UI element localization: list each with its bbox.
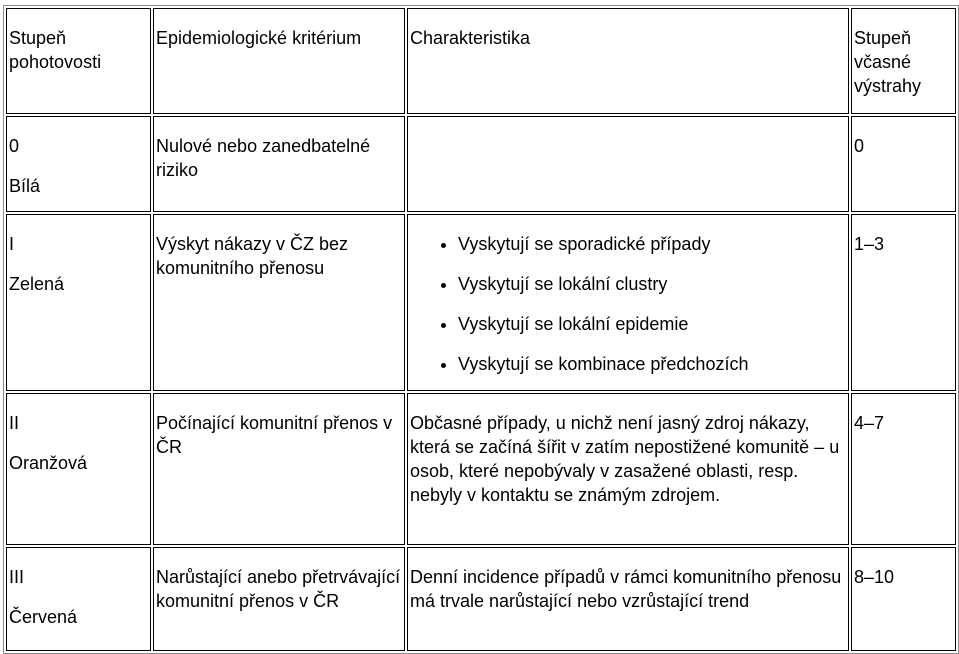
criterion-cell: Výskyt nákazy v ČZ bez komunitního přenosu: [153, 214, 405, 391]
characteristic-list: [410, 232, 846, 376]
list-item: • Vyskytují se lokální clustry: [458, 272, 846, 296]
table-row: [6, 116, 956, 212]
level-cell: [6, 116, 151, 212]
characteristic-cell: Denní incidence případů v rámci komunitního přenosu má trvale narůstající nebo vzrůstající trend: [407, 547, 849, 651]
warning-level-cell: 4–7: [851, 393, 956, 545]
characteristic-cell: [407, 116, 849, 212]
table-row: [6, 214, 956, 391]
header-cell-warning-level: Stupeň včasné výstrahy: [851, 8, 956, 114]
criterion-cell: Počínající komunitní přenos v ČR: [153, 393, 405, 545]
level-number: I: [9, 234, 15, 254]
list-item: • Vyskytují se kombinace předchozích: [458, 352, 846, 376]
characteristic-cell: Občasné případy, u nichž není jasný zdroj nákazy, která se začíná šířit v zatím nepostižené komunitě – u osob, které nepobývaly v zasažené oblasti, resp. nebyly v kontaktu se známým zdrojem.: [407, 393, 849, 545]
header-cell-characteristic: Charakteristika: [407, 8, 849, 114]
warning-level-cell: 1–3: [851, 214, 956, 391]
header-cell-alert-level: Stupeň pohotovosti: [6, 8, 151, 114]
warning-level-cell: 8–10: [851, 547, 956, 651]
list-item: • Vyskytují se lokální epidemie: [458, 312, 846, 336]
warning-level-cell: 0: [851, 116, 956, 212]
table-header-row: [6, 8, 956, 114]
level-cell: [6, 393, 151, 545]
level-number: II: [9, 413, 20, 433]
table-wrapper: [3, 5, 959, 654]
table-row: [6, 547, 956, 651]
level-cell: [6, 214, 151, 391]
level-color-name: Zelená: [9, 274, 65, 294]
level-color-name: Oranžová: [9, 453, 88, 473]
criterion-cell: Nulové nebo zanedbatelné riziko: [153, 116, 405, 212]
level-number: III: [9, 567, 25, 587]
header-cell-criterion: Epidemiologické kritérium: [153, 8, 405, 114]
level-number: 0: [9, 136, 20, 156]
level-color-name: Červená: [9, 607, 78, 627]
alert-level-table: [3, 5, 959, 654]
criterion-cell: Narůstající anebo přetrvávající komunitní přenos v ČR: [153, 547, 405, 651]
level-cell: [6, 547, 151, 651]
characteristic-cell: [407, 214, 849, 391]
table-row: [6, 393, 956, 545]
level-color-name: Bílá: [9, 176, 41, 196]
list-item: • Vyskytují se sporadické případy: [458, 232, 846, 256]
